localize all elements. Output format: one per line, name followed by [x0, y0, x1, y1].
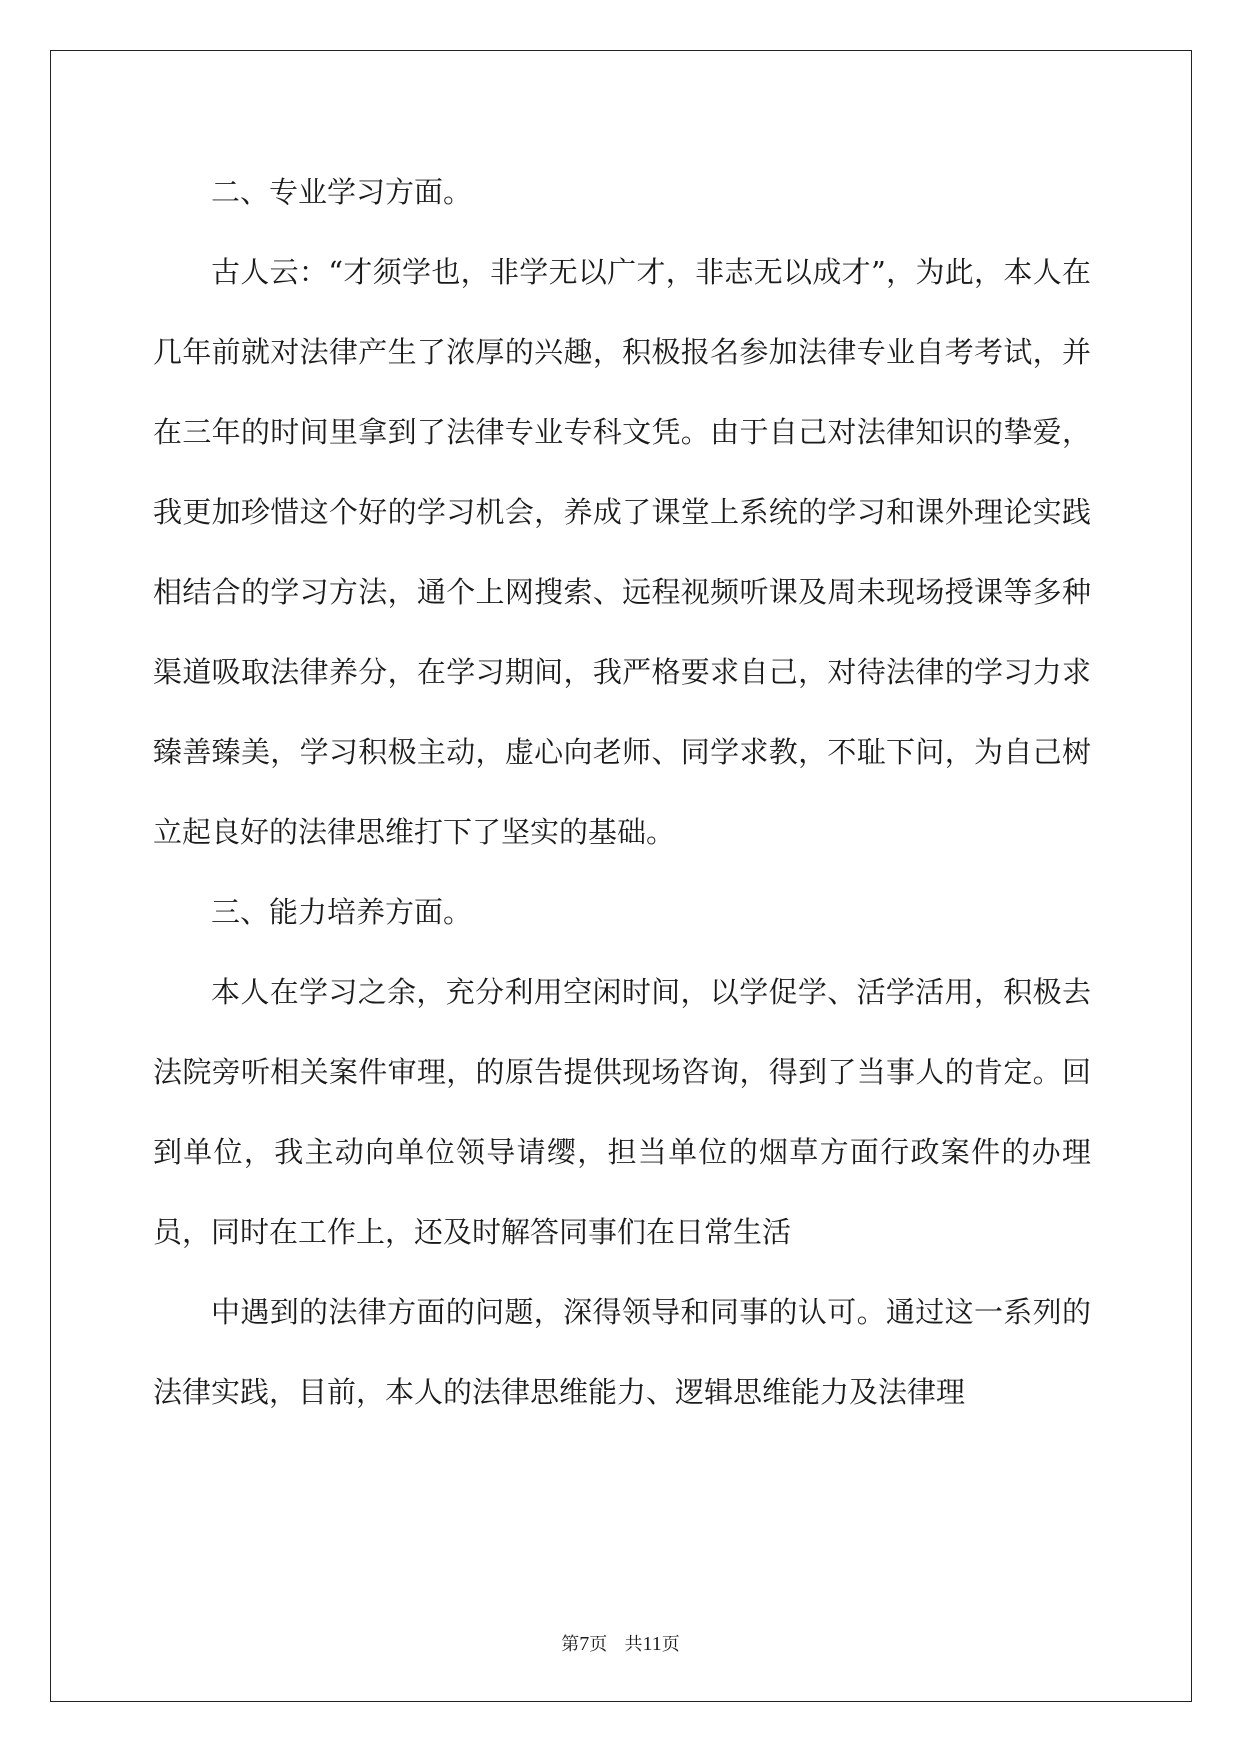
footer-page-prefix: 第	[561, 1634, 580, 1655]
document-body	[153, 152, 1091, 1432]
footer-page-suffix: 页	[589, 1634, 608, 1655]
footer-page-number: 7	[579, 1633, 590, 1655]
footer-total-suffix: 页	[661, 1634, 680, 1655]
footer-total-pages: 11	[642, 1633, 662, 1655]
paragraph-practice-experience: 本人在学习之余，充分利用空闲时间，以学促学、活学活用，积极去法院旁听相关案件审理，的原告提供现场咨询，得到了当事人的肯定。回到单位，我主动向单位领导请缨，担当单位的烟草方面行政案件的办理员，同时在工作上，还及时解答同事们在日常生活	[153, 975, 1091, 1249]
paragraph-practice-continued: 中遇到的法律方面的问题，深得领导和同事的认可。通过这一系列的法律实践，目前，本人的法律思维能力、逻辑思维能力及法律理	[153, 1295, 1091, 1409]
footer-total-prefix: 共	[624, 1634, 643, 1655]
section-heading-professional-study: 二、专业学习方面。	[211, 175, 473, 209]
page-footer	[0, 1630, 1241, 1656]
section-heading-ability-training: 三、能力培养方面。	[211, 895, 473, 929]
paragraph-study-experience: 古人云：“才须学也，非学无以广才，非志无以成才”，为此，本人在几年前就对法律产生了浓厚的兴趣，积极报名参加法律专业自考考试，并在三年的时间里拿到了法律专业专科文凭。由于自己对法律知识的挚爱，我更加珍惜这个好的学习机会，养成了课堂上系统的学习和课外理论实践相结合的学习方法，通个上网搜索、远程视频听课及周未现场授课等多种渠道吸取法律养分，在学习期间，我严格要求自己，对待法律的学习力求臻善臻美，学习积极主动，虚心向老师、同学求教，不耻下问，为自己树立起良好的法律思维打下了坚实的基础。	[153, 255, 1091, 849]
